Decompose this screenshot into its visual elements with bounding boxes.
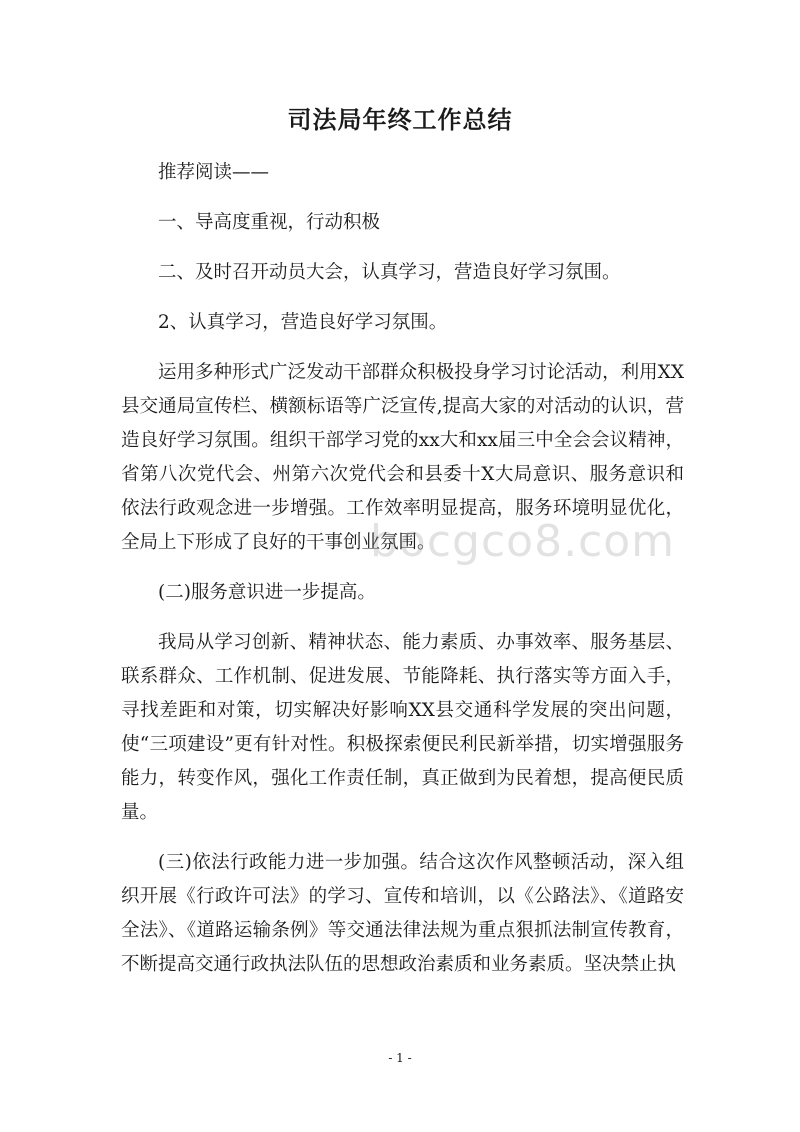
watermark: bocgco8.com (370, 516, 676, 567)
paragraph-service-heading: (二)服务意识进一步提高。 (158, 582, 376, 603)
paragraph-legal-administration: (三)依法行政能力进一步加强。结合这次作风整顿活动，深入组织开展《行政许可法》的学习、宣传和培训，以《公路法》、《道路安全法》、《道路运输条例》等交通法律法规为重点狠抓法制宣传教育，不断提高交通行政执法队伍的思想政治素质和业务素质。坚决禁止执 (121, 852, 684, 975)
paragraph-recommended-reading: 推荐阅读—— (158, 162, 270, 183)
paragraph-service-details: 我局从学习创新、精神状态、能力素质、办事效率、服务基层、联系群众、工作机制、促进发展、节能降耗、执行落实等方面入手，寻找差距和对策，切实解决好影响XX县交通科学发展的突出问题，使“三项建设”更有针对性。积极探索便民利民新举措，切实增强服务能力，转变作风，强化工作责任制，真正做到为民着想，提高便民质量。 (121, 632, 684, 823)
page-number: - 1 - (388, 1051, 412, 1065)
paragraph-section-2: 二、及时召开动员大会，认真学习，营造良好学习氛围。 (158, 262, 621, 283)
document-body (121, 156, 684, 982)
paragraph-subsection-2: 2、认真学习，营造良好学习氛围。 (158, 312, 448, 333)
paragraph-section-1: 一、导高度重视，行动积极 (158, 212, 381, 233)
paragraph-study-activities: 运用多种形式广泛发动干部群众积极投身学习讨论活动，利用XX县交通局宣传栏、横额标语等广泛宣传,提高大家的对活动的认识，营造良好学习氛围。组织干部学习党的xx大和xx届三中全会会议精神，省第八次党代会、州第六次党代会和县委十X大局意识、服务意识和依法行政观念进一步增强。工作效率明显提高，服务环境明显优化，全局上下形成了良好的干事创业氛围。 (121, 362, 684, 553)
document-title: 司法局年终工作总结 (287, 106, 513, 134)
